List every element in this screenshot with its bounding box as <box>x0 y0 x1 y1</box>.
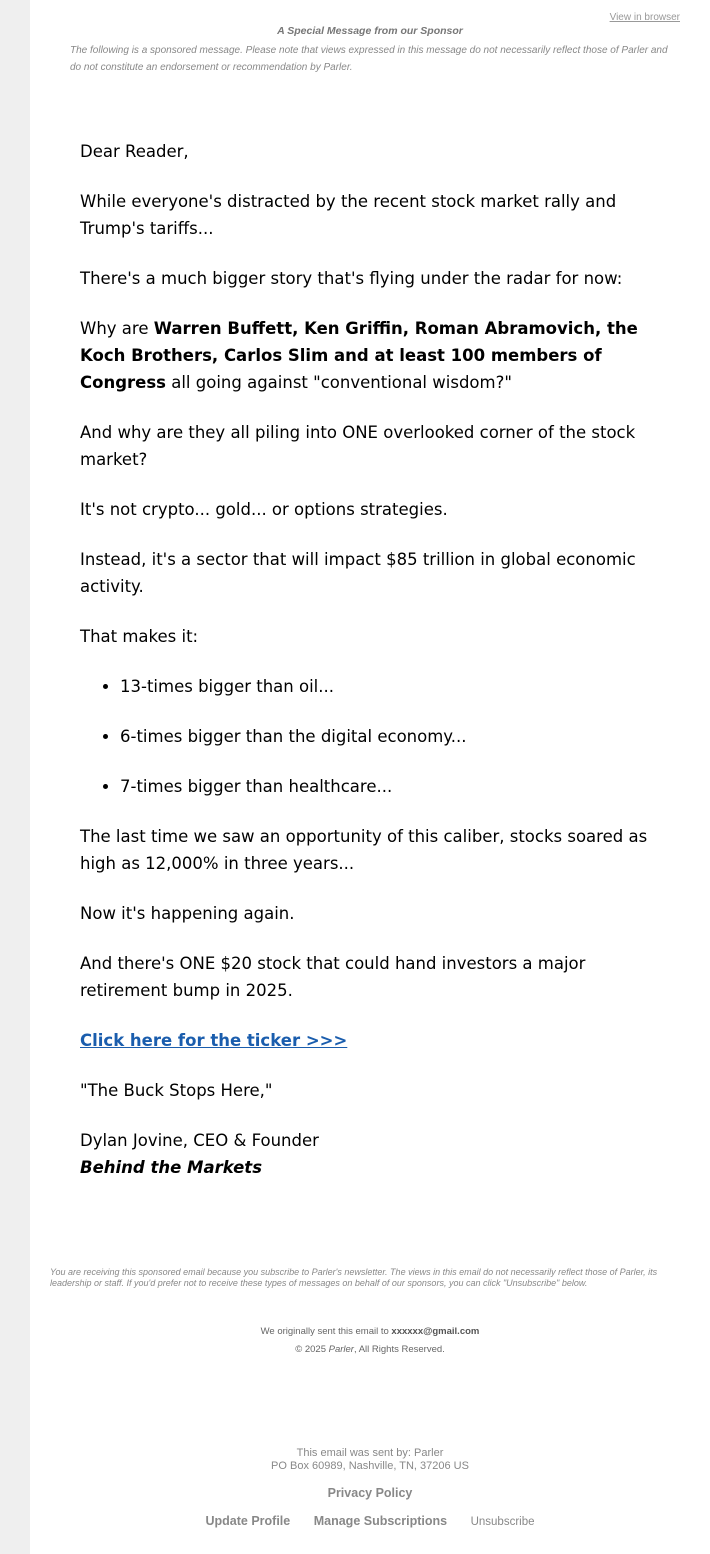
greeting: Dear Reader, <box>80 142 189 161</box>
paragraph-3 <box>80 315 660 396</box>
paragraph-5: It's not crypto... gold... or options strategies. <box>80 500 448 519</box>
paragraph-8: The last time we saw an opportunity of this caliber, stocks soared as high as 12,000% in three years... <box>80 827 648 873</box>
footer-disclaimer: You are receiving this sponsored email because you subscribe to Parler's newsletter. The views in this email do not necessarily reflect those of Parler, its leadership or staff. If you'd prefer not to receive these types of messages on behalf of our sponsors, you can click "Unsubscribe" below. <box>50 1267 658 1288</box>
paragraph-7: That makes it: <box>80 627 199 646</box>
copyright-brand: Parler <box>328 1344 354 1355</box>
list-item: • 13-times bigger than oil... <box>120 673 660 700</box>
ticker-cta-link[interactable]: Click here for the ticker >>> <box>80 1031 348 1050</box>
copyright-line <box>30 1344 710 1355</box>
cta-paragraph <box>80 1027 660 1054</box>
sender-address: PO Box 60989, Nashville, TN, 37206 US <box>271 1460 469 1472</box>
sender-info <box>30 1447 710 1473</box>
sent-to-prefix: We originally sent this email to <box>260 1326 392 1337</box>
email-page <box>30 0 710 1554</box>
signature-name: Dylan Jovine, CEO & Founder <box>80 1131 319 1150</box>
list-item: • 6-times bigger than the digital economy... <box>120 723 660 750</box>
footer-links <box>30 1514 710 1528</box>
privacy-policy-link[interactable]: Privacy Policy <box>327 1486 413 1500</box>
closing-line: "The Buck Stops Here," <box>80 1081 273 1100</box>
paragraph-1: While everyone's distracted by the recent stock market rally and Trump's tariffs... <box>80 192 617 238</box>
paragraph-4: And why are they all piling into ONE overlooked corner of the stock market? <box>80 423 636 469</box>
paragraph-3-names: Warren Buffett, Ken Griffin, Roman Abramovich, the Koch Brothers, Carlos Slim and at least 100 members of Congress <box>80 319 638 392</box>
list-item: • 7-times bigger than healthcare... <box>120 773 660 800</box>
paragraph-10: And there's ONE $20 stock that could hand investors a major retirement bump in 2025. <box>80 954 586 1000</box>
paragraph-3-post: all going against "conventional wisdom?" <box>165 373 512 392</box>
letter-body <box>80 138 660 1181</box>
sent-by-line: This email was sent by: Parler <box>296 1447 444 1459</box>
paragraph-3-pre: Why are <box>80 319 154 338</box>
paragraph-2: There's a much bigger story that's flying under the radar for now: <box>80 269 623 288</box>
sponsor-title: A Special Message from our Sponsor <box>277 25 463 37</box>
sent-to-line <box>30 1326 710 1337</box>
recipient-email: xxxxxx@gmail.com <box>391 1326 480 1337</box>
signature <box>80 1127 660 1181</box>
unsubscribe-link[interactable]: Unsubscribe <box>470 1516 535 1528</box>
paragraph-9: Now it's happening again. <box>80 904 295 923</box>
paragraph-6: Instead, it's a sector that will impact $85 trillion in global economic activity. <box>80 550 636 596</box>
signature-brand: Behind the Markets <box>80 1158 263 1177</box>
comparison-list <box>80 673 660 800</box>
update-profile-link[interactable]: Update Profile <box>205 1514 291 1528</box>
sponsor-note: The following is a sponsored message. Please note that views expressed in this message do not necessarily reflect those of Parler and do not constitute an endorsement or recommendation by Parler. <box>70 45 668 73</box>
copyright-prefix: © 2025 <box>295 1344 329 1355</box>
left-margin-strip <box>0 0 30 1554</box>
view-in-browser-link[interactable]: View in browser <box>609 12 680 23</box>
copyright-suffix: , All Rights Reserved. <box>353 1344 445 1355</box>
manage-subscriptions-link[interactable]: Manage Subscriptions <box>313 1514 448 1528</box>
